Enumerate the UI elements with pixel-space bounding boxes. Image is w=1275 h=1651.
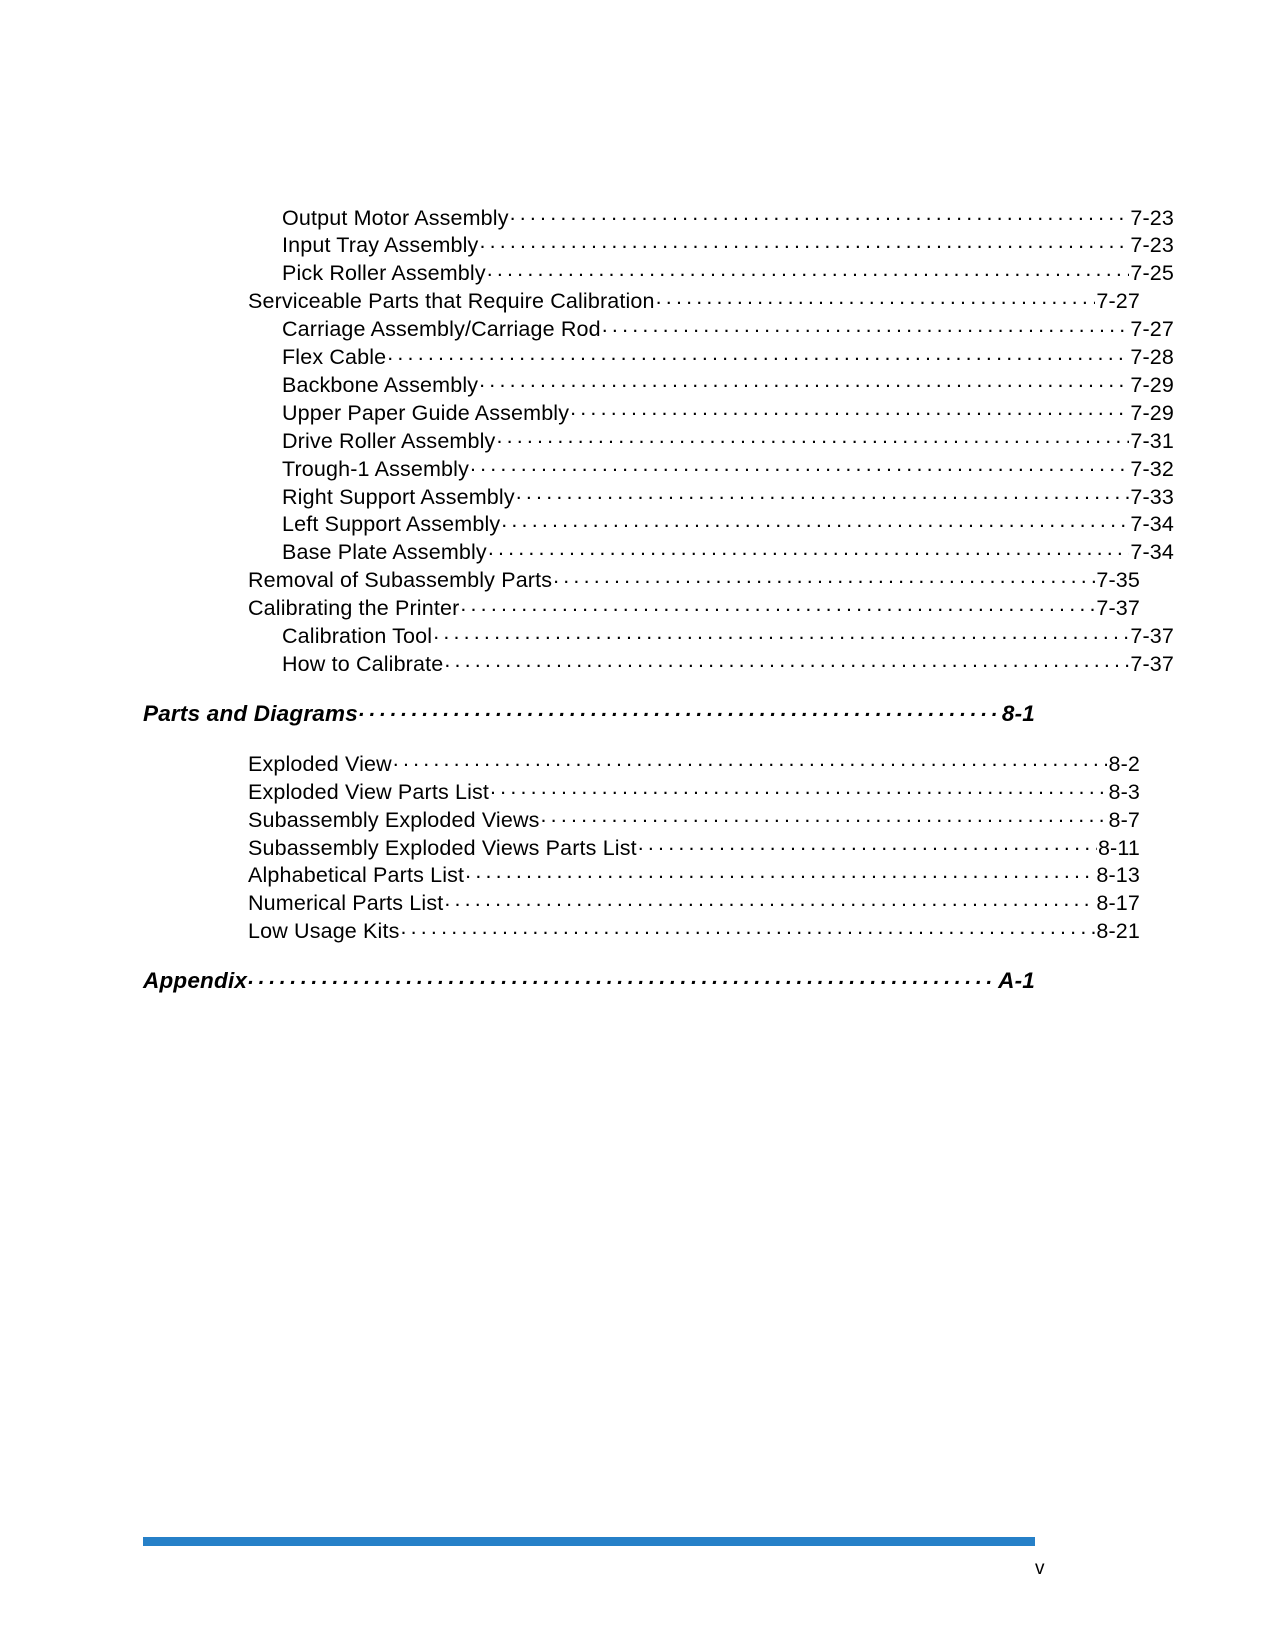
toc-entry[interactable] [143,699,1035,727]
table-of-contents [143,203,1174,1012]
toc-entry-title: Removal of Subassembly Parts [248,568,553,593]
toc-entry-title: Backbone Assembly [282,372,479,397]
toc-dot-leader [479,231,1129,253]
toc-entry[interactable] [282,203,1174,231]
toc-entry-page-number: 7-37 [1130,624,1174,649]
toc-entry[interactable] [282,622,1174,650]
toc-dot-leader [387,343,1129,365]
toc-dot-leader [488,538,1130,560]
toc-entry[interactable] [248,889,1140,917]
toc-entry-title: Alphabetical Parts List [248,863,465,888]
toc-entry[interactable] [282,510,1174,538]
toc-entry[interactable] [282,454,1174,482]
toc-entry-page-number: 7-29 [1130,400,1174,425]
toc-entry-page-number: 7-34 [1130,512,1174,537]
toc-dot-leader [553,566,1095,588]
toc-entry-title: Exploded View Parts List [248,779,490,804]
toc-dot-leader [400,917,1095,939]
toc-entry-page-number: 7-37 [1096,596,1140,621]
toc-entry-page-number: 7-28 [1130,345,1174,370]
toc-entry-page-number: 7-32 [1130,456,1174,481]
toc-dot-leader [465,861,1095,883]
toc-entry[interactable] [248,861,1140,889]
toc-entry[interactable] [143,967,1035,995]
toc-dot-leader [602,315,1130,337]
toc-dot-leader [570,398,1129,420]
toc-dot-leader [638,833,1097,855]
toc-entry-title: Drive Roller Assembly [282,428,496,453]
toc-entry[interactable] [248,566,1140,594]
toc-entry-page-number: 8-17 [1096,891,1140,916]
toc-entry-page-number: 8-11 [1097,835,1140,860]
toc-entry-page-number: 8-13 [1096,863,1140,888]
toc-entry[interactable] [248,805,1140,833]
toc-entry[interactable] [282,426,1174,454]
toc-entry[interactable] [282,231,1174,259]
toc-entry-title: Output Motor Assembly [282,205,509,230]
toc-dot-leader [656,287,1096,309]
toc-entry[interactable] [248,917,1140,945]
toc-entry[interactable] [248,833,1140,861]
toc-entry-title: Appendix [143,968,248,994]
toc-entry-title: Calibrating the Printer [248,596,460,621]
toc-dot-leader [433,622,1129,644]
toc-entry[interactable] [248,749,1140,777]
toc-entry-title: Calibration Tool [282,624,433,649]
footer-rule [143,1537,1035,1546]
footer-page-number: v [1035,1558,1045,1579]
toc-entry-page-number: 7-27 [1130,317,1174,342]
toc-entry-page-number: 8-7 [1108,807,1140,832]
toc-entry-title: Input Tray Assembly [282,233,479,258]
toc-dot-leader [490,777,1107,799]
toc-entry-title: Exploded View [248,751,392,776]
toc-entry-title: Upper Paper Guide Assembly [282,400,570,425]
toc-entry[interactable] [282,343,1174,371]
toc-entry-title: Serviceable Parts that Require Calibration [248,289,655,314]
toc-entry-page-number: 7-25 [1130,261,1174,286]
toc-entry-title: Parts and Diagrams [143,700,358,726]
toc-dot-leader [496,426,1129,448]
toc-dot-leader [393,749,1108,771]
toc-entry-page-number: 8-2 [1108,751,1140,776]
toc-entry-page-number: 7-31 [1130,428,1174,453]
toc-entry-title: Trough-1 Assembly [282,456,469,481]
toc-entry-title: Base Plate Assembly [282,540,487,565]
toc-entry-page-number: 7-34 [1130,540,1174,565]
toc-entry-page-number: 8-3 [1108,779,1140,804]
toc-entry-page-number: 7-35 [1096,568,1140,593]
toc-dot-leader [248,967,997,989]
toc-entry[interactable] [282,259,1174,287]
toc-dot-leader [444,889,1095,911]
toc-entry-title: Subassembly Exploded Views [248,807,540,832]
toc-entry-title: Right Support Assembly [282,484,515,509]
toc-entry[interactable] [248,777,1140,805]
toc-entry-title: Flex Cable [282,345,387,370]
toc-entry-page-number: 7-33 [1130,484,1174,509]
toc-entry-title: How to Calibrate [282,652,444,676]
toc-entry-title: Numerical Parts List [248,891,444,916]
toc-entry-page-number: 7-27 [1096,289,1140,314]
toc-entry-page-number: 7-37 [1130,652,1174,676]
toc-entry[interactable] [282,482,1174,510]
toc-entry-page-number: 8-21 [1096,919,1140,944]
toc-entry-page-number: 7-23 [1130,205,1174,230]
toc-dot-leader [470,454,1129,476]
toc-dot-leader [501,510,1129,532]
toc-entry[interactable] [282,650,1174,678]
toc-entry-title: Pick Roller Assembly [282,261,486,286]
toc-entry-page-number: 7-29 [1130,372,1174,397]
toc-entry[interactable] [282,315,1174,343]
toc-entry-title: Left Support Assembly [282,512,501,537]
toc-dot-leader [487,259,1130,281]
toc-dot-leader [444,650,1129,672]
toc-entry[interactable] [248,287,1140,315]
toc-dot-leader [516,482,1130,504]
toc-entry-page-number: 8-1 [1001,700,1035,726]
toc-dot-leader [359,699,1001,721]
toc-entry-page-number: 7-23 [1130,233,1174,258]
toc-entry-title: Carriage Assembly/Carriage Rod [282,317,601,342]
toc-entry[interactable] [282,398,1174,426]
toc-entry[interactable] [282,538,1174,566]
toc-dot-leader [541,805,1108,827]
toc-entry[interactable] [248,594,1140,622]
toc-dot-leader [479,370,1129,392]
toc-dot-leader [510,203,1130,225]
toc-dot-leader [460,594,1095,616]
toc-entry-title: Subassembly Exploded Views Parts List [248,835,637,860]
toc-entry-page-number: A-1 [998,968,1035,994]
toc-entry[interactable] [282,370,1174,398]
toc-entry-title: Low Usage Kits [248,919,400,944]
